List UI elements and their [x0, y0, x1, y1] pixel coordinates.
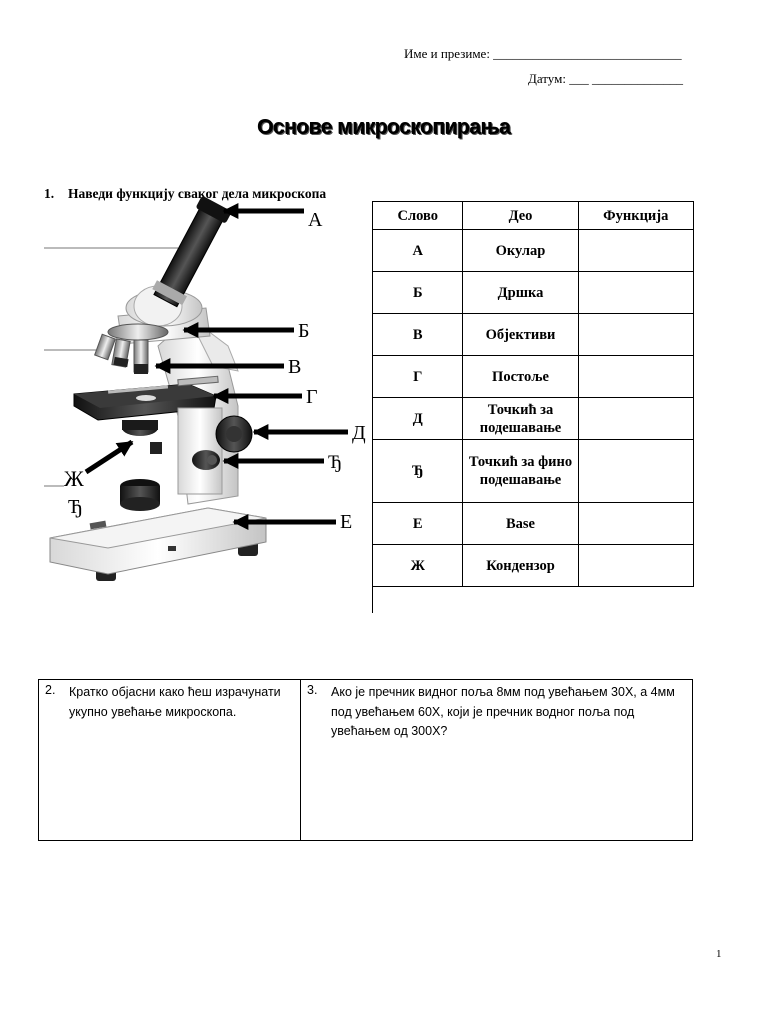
- header-part: Део: [463, 202, 578, 230]
- question-2-number: 2.: [45, 683, 56, 697]
- row-letter: А: [373, 230, 463, 272]
- row-part: Точкић за подешавање: [463, 398, 578, 440]
- header-letter: Слово: [373, 202, 463, 230]
- table-row: [373, 503, 694, 545]
- parts-table: [372, 201, 694, 587]
- row-part: Кондензор: [463, 545, 578, 587]
- header-function: Функција: [578, 202, 693, 230]
- row-part: Точкић за фино подешавање: [463, 440, 578, 503]
- row-part: Base: [463, 503, 578, 545]
- label-dj: Ђ: [328, 452, 343, 473]
- label-d: Д: [352, 422, 366, 444]
- table-header-row: [373, 202, 694, 230]
- question-2-text: Кратко објасни како ћеш израчунати укупно увећање микроскопа.: [69, 685, 281, 719]
- row-function-cell[interactable]: [578, 314, 693, 356]
- question-1-number: 1.: [44, 186, 55, 201]
- question-2-cell[interactable]: [39, 680, 301, 840]
- table-row: [373, 230, 694, 272]
- questions-table: [38, 679, 693, 841]
- row-letter: Г: [373, 356, 463, 398]
- microscope-figure: [38, 196, 378, 596]
- row-function-cell[interactable]: [578, 230, 693, 272]
- arrow-zh: [86, 442, 132, 472]
- row-letter: Б: [373, 272, 463, 314]
- label-e: Е: [340, 511, 353, 533]
- table-border-extension: [372, 587, 373, 613]
- table-row: [373, 356, 694, 398]
- question-1-text: Наведи функцију сваког дела микроскопа: [68, 186, 327, 201]
- label-v: В: [288, 356, 302, 378]
- row-function-cell[interactable]: [578, 356, 693, 398]
- table-row: [373, 545, 694, 587]
- name-field-label: Име и презиме: _____________________________: [404, 46, 682, 61]
- table-row: [373, 440, 694, 503]
- table-row: [373, 314, 694, 356]
- row-part: Постоље: [463, 356, 578, 398]
- row-letter: Ђ: [373, 440, 463, 503]
- table-row: [373, 398, 694, 440]
- label-zh: Ж: [64, 466, 84, 491]
- page-number: 1: [716, 948, 722, 960]
- row-function-cell[interactable]: [578, 503, 693, 545]
- row-letter: Ж: [373, 545, 463, 587]
- row-function-cell[interactable]: [578, 545, 693, 587]
- table-row: [373, 272, 694, 314]
- row-letter: Д: [373, 398, 463, 440]
- question-3-number: 3.: [307, 683, 318, 697]
- row-part: Дршка: [463, 272, 578, 314]
- page-title: Основе микроскопирања: [257, 116, 511, 139]
- microscope-illustration: [38, 196, 378, 596]
- row-function-cell[interactable]: [578, 440, 693, 503]
- row-function-cell[interactable]: [578, 398, 693, 440]
- label-dj-2: Ђ: [68, 496, 84, 518]
- row-part: Окулар: [463, 230, 578, 272]
- question-3-cell[interactable]: [301, 680, 692, 840]
- row-function-cell[interactable]: [578, 272, 693, 314]
- row-part: Објективи: [463, 314, 578, 356]
- label-b: Б: [298, 320, 310, 342]
- label-g: Г: [306, 386, 318, 408]
- date-field-label: Датум: ___ ______________: [528, 71, 683, 86]
- row-letter: Е: [373, 503, 463, 545]
- label-a: А: [308, 209, 323, 231]
- question-3-text: Ако је пречник видног поља 8мм под увећањем 30X, а 4мм под увећањем 60X, који је пречник водног поља под увећањем од 300X?: [331, 685, 675, 738]
- row-letter: В: [373, 314, 463, 356]
